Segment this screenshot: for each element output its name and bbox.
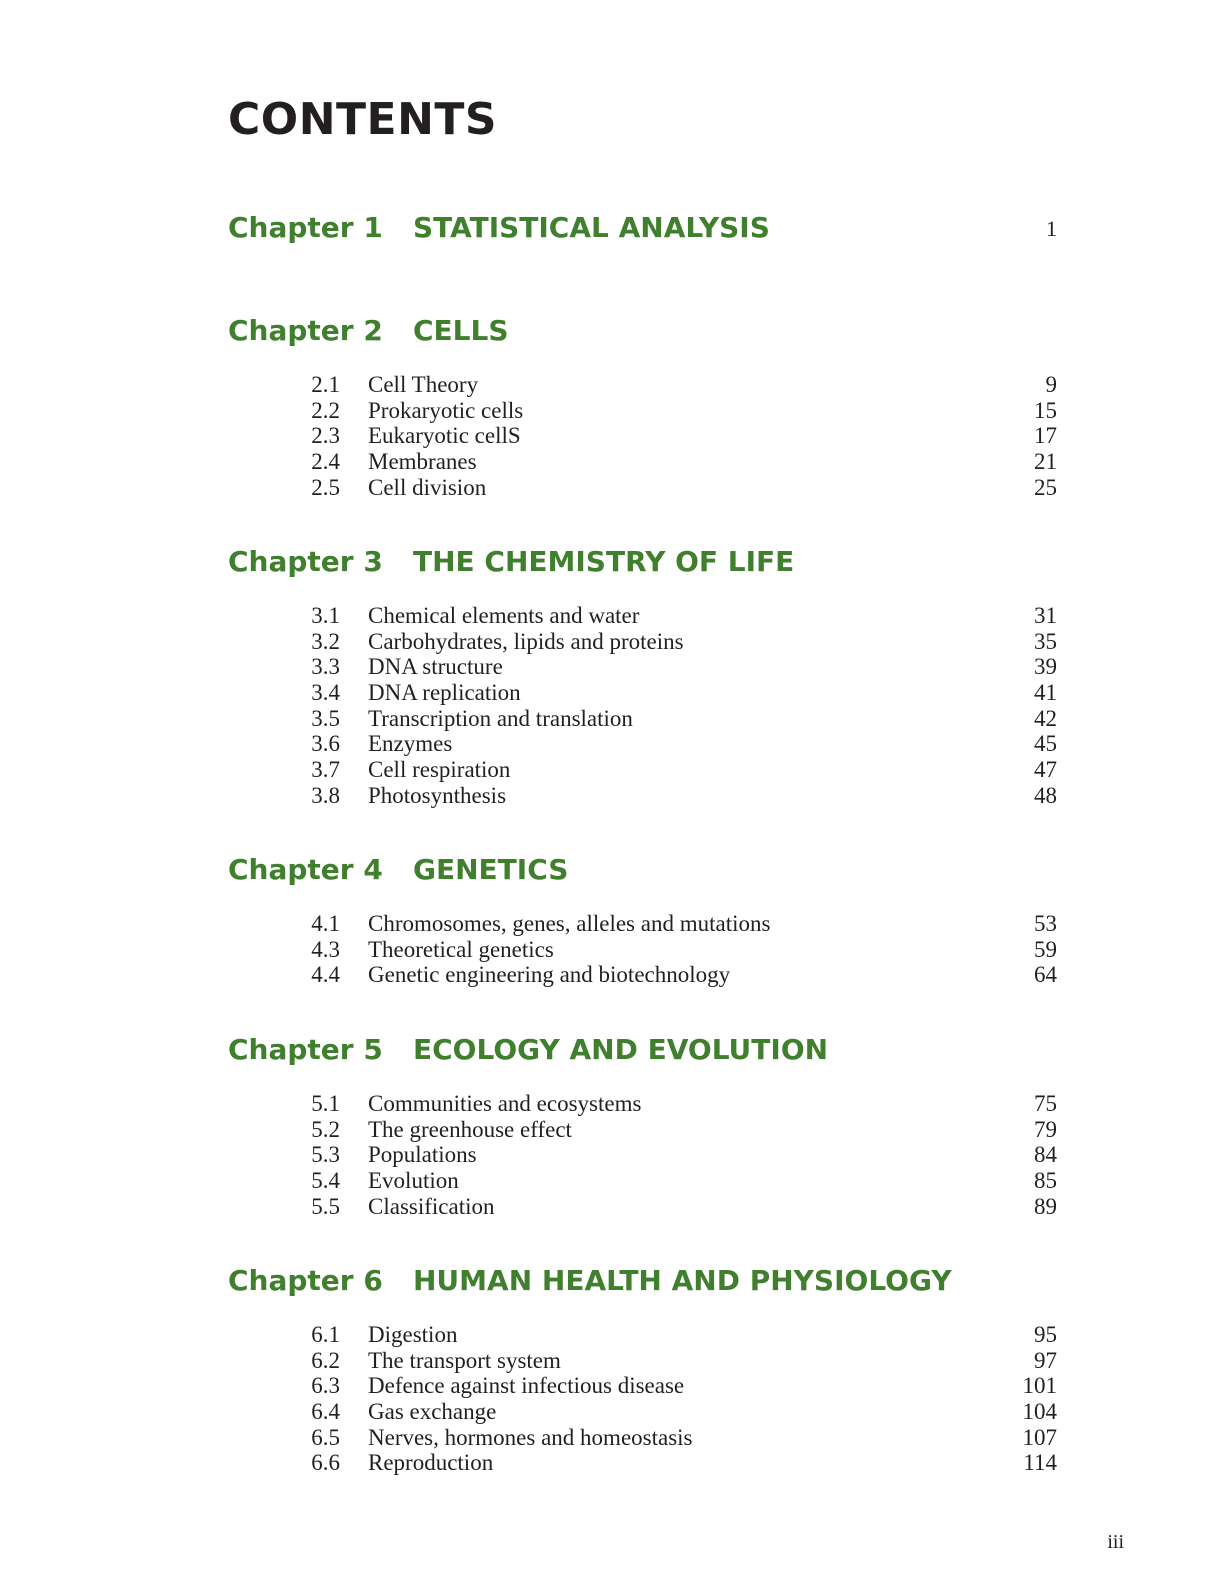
chapter-label: Chapter 3 xyxy=(228,545,383,578)
section-title: Carbohydrates, lipids and proteins xyxy=(368,628,684,654)
toc-entry[interactable] xyxy=(228,706,1057,732)
section-number: 3.5 xyxy=(311,705,340,731)
section-number: 3.7 xyxy=(311,757,340,783)
chapter-4-heading[interactable] xyxy=(228,852,1057,888)
chapter-5-heading[interactable] xyxy=(228,1032,1057,1068)
section-page-number: 31 xyxy=(1034,603,1057,628)
section-title: Cell Theory xyxy=(368,372,479,397)
section-title: Classification xyxy=(368,1193,495,1219)
section-number: 5.5 xyxy=(311,1193,340,1219)
section-number: 4.1 xyxy=(311,911,340,936)
section-page-number: 85 xyxy=(1034,1168,1057,1194)
section-number: 4.3 xyxy=(311,936,340,962)
section-page-number: 64 xyxy=(1034,962,1057,988)
section-title: Prokaryotic cells xyxy=(368,397,524,423)
section-page-number: 35 xyxy=(1034,628,1057,654)
section-title: Populations xyxy=(368,1142,477,1168)
section-title: DNA structure xyxy=(368,654,503,680)
section-title: Photosynthesis xyxy=(368,782,507,808)
toc-entry[interactable] xyxy=(228,1348,1057,1374)
chapter-6-heading[interactable] xyxy=(228,1263,1057,1299)
toc-entry[interactable] xyxy=(228,398,1057,424)
section-number: 2.1 xyxy=(311,372,340,397)
section-title: The transport system xyxy=(368,1347,561,1373)
section-number: 3.1 xyxy=(311,603,340,628)
section-title: Gas exchange xyxy=(368,1399,497,1425)
section-title: Cell respiration xyxy=(368,757,511,783)
section-title: Evolution xyxy=(368,1168,459,1194)
section-number: 6.5 xyxy=(311,1424,340,1450)
section-title: Theoretical genetics xyxy=(368,936,554,962)
section-number: 3.4 xyxy=(311,680,340,706)
section-number: 2.5 xyxy=(311,474,340,500)
section-number: 2.2 xyxy=(311,397,340,423)
chapter-label: Chapter 5 xyxy=(228,1033,383,1066)
toc-entry[interactable] xyxy=(228,1194,1057,1220)
toc-entry[interactable] xyxy=(228,962,1057,988)
chapter-title: HUMAN HEALTH AND PHYSIOLOGY xyxy=(413,1264,952,1297)
toc-entry[interactable] xyxy=(228,1117,1057,1143)
chapter-title: ECOLOGY AND EVOLUTION xyxy=(413,1033,829,1066)
section-page-number: 95 xyxy=(1034,1322,1057,1347)
section-page-number: 41 xyxy=(1034,680,1057,706)
section-page-number: 107 xyxy=(1022,1424,1057,1450)
chapter-2-sections xyxy=(228,372,1057,500)
section-title: Nerves, hormones and homeostasis xyxy=(368,1424,693,1450)
section-title: Defence against infectious disease xyxy=(368,1373,685,1399)
toc-entry[interactable] xyxy=(228,1399,1057,1425)
toc-entry[interactable] xyxy=(228,423,1057,449)
section-page-number: 104 xyxy=(1022,1399,1057,1425)
chapter-3-heading[interactable] xyxy=(228,544,1057,580)
section-page-number: 39 xyxy=(1034,654,1057,680)
section-page-number: 47 xyxy=(1034,757,1057,783)
section-title: Reproduction xyxy=(368,1450,494,1476)
section-number: 3.2 xyxy=(311,628,340,654)
toc-entry[interactable] xyxy=(228,654,1057,680)
section-number: 6.4 xyxy=(311,1399,340,1425)
chapter-title: CELLS xyxy=(413,314,509,347)
section-title: Communities and ecosystems xyxy=(368,1091,642,1116)
toc-entry[interactable] xyxy=(228,757,1057,783)
chapter-title: STATISTICAL ANALYSIS xyxy=(413,211,770,244)
section-number: 5.1 xyxy=(311,1091,340,1116)
chapter-6-sections xyxy=(228,1322,1057,1476)
toc-entry[interactable] xyxy=(228,937,1057,963)
chapter-label: Chapter 2 xyxy=(228,314,383,347)
chapter-3-sections xyxy=(228,603,1057,809)
section-title: Cell division xyxy=(368,474,487,500)
chapter-title: THE CHEMISTRY OF LIFE xyxy=(413,545,795,578)
toc-entry[interactable] xyxy=(228,911,1057,937)
section-page-number: 15 xyxy=(1034,397,1057,423)
toc-entry[interactable] xyxy=(228,1425,1057,1451)
toc-entry[interactable] xyxy=(228,783,1057,809)
section-number: 6.1 xyxy=(311,1322,340,1347)
section-number: 2.3 xyxy=(311,423,340,449)
chapter-2-heading[interactable] xyxy=(228,313,1057,349)
section-number: 2.4 xyxy=(311,449,340,475)
toc-entry[interactable] xyxy=(228,1091,1057,1117)
chapter-1-heading[interactable] xyxy=(228,210,1057,246)
section-page-number: 45 xyxy=(1034,731,1057,757)
section-page-number: 48 xyxy=(1034,782,1057,808)
toc-entry[interactable] xyxy=(228,1450,1057,1476)
section-title: The greenhouse effect xyxy=(368,1116,572,1142)
toc-entry[interactable] xyxy=(228,731,1057,757)
section-number: 3.8 xyxy=(311,782,340,808)
chapter-label: Chapter 4 xyxy=(228,853,383,886)
toc-entry[interactable] xyxy=(228,680,1057,706)
page-folio: iii xyxy=(1107,1531,1124,1553)
section-title: Digestion xyxy=(368,1322,458,1347)
section-title: Chemical elements and water xyxy=(368,603,640,628)
toc-entry[interactable] xyxy=(228,1373,1057,1399)
chapter-4-sections xyxy=(228,911,1057,988)
toc-entry[interactable] xyxy=(228,1142,1057,1168)
toc-entry[interactable] xyxy=(228,372,1057,398)
section-title: Eukaryotic cellS xyxy=(368,423,521,449)
section-page-number: 9 xyxy=(1045,372,1057,397)
chapter-label: Chapter 6 xyxy=(228,1264,383,1297)
section-number: 6.2 xyxy=(311,1347,340,1373)
chapter-5-sections xyxy=(228,1091,1057,1219)
section-page-number: 21 xyxy=(1034,449,1057,475)
section-number: 5.3 xyxy=(311,1142,340,1168)
section-title: Genetic engineering and biotechnology xyxy=(368,962,731,988)
section-page-number: 114 xyxy=(1023,1450,1057,1476)
section-page-number: 89 xyxy=(1034,1193,1057,1219)
section-number: 6.3 xyxy=(311,1373,340,1399)
section-page-number: 42 xyxy=(1034,705,1057,731)
section-page-number: 97 xyxy=(1034,1347,1057,1373)
toc-entry[interactable] xyxy=(228,1168,1057,1194)
section-title: DNA replication xyxy=(368,680,521,706)
section-title: Chromosomes, genes, alleles and mutations xyxy=(368,911,771,936)
section-number: 5.4 xyxy=(311,1168,340,1194)
chapter-page-number: 1 xyxy=(1046,216,1057,241)
section-page-number: 101 xyxy=(1022,1373,1057,1399)
toc-entry[interactable] xyxy=(228,449,1057,475)
section-number: 5.2 xyxy=(311,1116,340,1142)
section-title: Membranes xyxy=(368,449,477,475)
section-number: 3.6 xyxy=(311,731,340,757)
section-page-number: 53 xyxy=(1034,911,1057,936)
page-title: CONTENTS xyxy=(228,94,498,145)
chapter-label: Chapter 1 xyxy=(228,211,383,244)
toc-entry[interactable] xyxy=(228,475,1057,501)
section-number: 6.6 xyxy=(311,1450,340,1476)
section-page-number: 84 xyxy=(1034,1142,1057,1168)
section-page-number: 59 xyxy=(1034,936,1057,962)
toc-entry[interactable] xyxy=(228,629,1057,655)
chapter-title: GENETICS xyxy=(413,853,569,886)
section-title: Transcription and translation xyxy=(368,705,633,731)
section-page-number: 25 xyxy=(1034,474,1057,500)
section-number: 3.3 xyxy=(311,654,340,680)
section-page-number: 75 xyxy=(1034,1091,1057,1116)
section-number: 4.4 xyxy=(311,962,340,988)
toc-entry[interactable] xyxy=(228,603,1057,629)
section-page-number: 17 xyxy=(1034,423,1057,449)
section-page-number: 79 xyxy=(1034,1116,1057,1142)
toc-entry[interactable] xyxy=(228,1322,1057,1348)
section-title: Enzymes xyxy=(368,731,453,757)
